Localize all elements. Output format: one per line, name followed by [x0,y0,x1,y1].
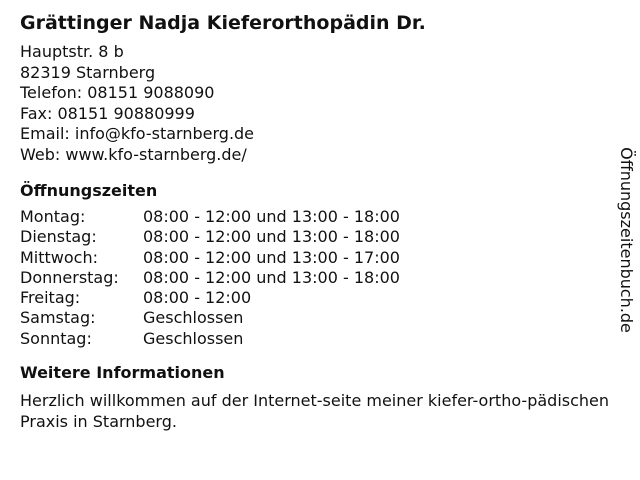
hours-time: 08:00 - 12:00 und 13:00 - 18:00 [143,267,400,287]
hours-row-saturday [20,308,610,328]
hours-row-monday [20,207,610,227]
phone-line: Telefon: 08151 9088090 [20,83,215,102]
hours-day: Dienstag: [20,227,97,247]
hours-row-wednesday [20,248,610,268]
hours-time: 08:00 - 12:00 und 13:00 - 18:00 [143,227,400,247]
hours-time: Geschlossen [143,308,244,328]
hours-day: Mittwoch: [20,247,98,267]
business-listing [20,8,610,432]
web-line: Web: www.kfo-starnberg.de/ [20,144,247,164]
hours-table [20,207,610,349]
hours-time: Geschlossen [143,328,244,348]
email-line: Email: info@kfo-starnberg.de [20,124,255,143]
business-name: Grättinger Nadja Kieferorthopädin Dr. [20,12,426,34]
hours-day: Montag: [20,207,86,226]
hours-row-sunday [20,329,610,349]
address-block [20,42,610,165]
hours-row-friday [20,288,610,308]
side-brand-text: Öffnungszeitenbuch.de [617,147,636,333]
fax-line: Fax: 08151 90880999 [20,103,195,123]
hours-day: Sonntag: [20,328,92,348]
city-line: 82319 Starnberg [20,62,156,82]
hours-time: 08:00 - 12:00 [143,288,252,308]
hours-time: 08:00 - 12:00 und 13:00 - 18:00 [143,207,400,226]
info-text: Herzlich willkommen auf der Internet-seite meiner kiefer-ortho-pädischen Praxis in Starnberg. [20,391,610,432]
hours-day: Donnerstag: [20,267,119,287]
hours-day: Samstag: [20,308,96,328]
hours-row-thursday [20,268,610,288]
hours-row-tuesday [20,227,610,247]
hours-heading: Öffnungszeiten [20,181,158,200]
info-heading: Weitere Informationen [20,363,225,383]
hours-day: Freitag: [20,288,81,308]
hours-time: 08:00 - 12:00 und 13:00 - 17:00 [143,247,400,267]
street-line: Hauptstr. 8 b [20,42,124,61]
